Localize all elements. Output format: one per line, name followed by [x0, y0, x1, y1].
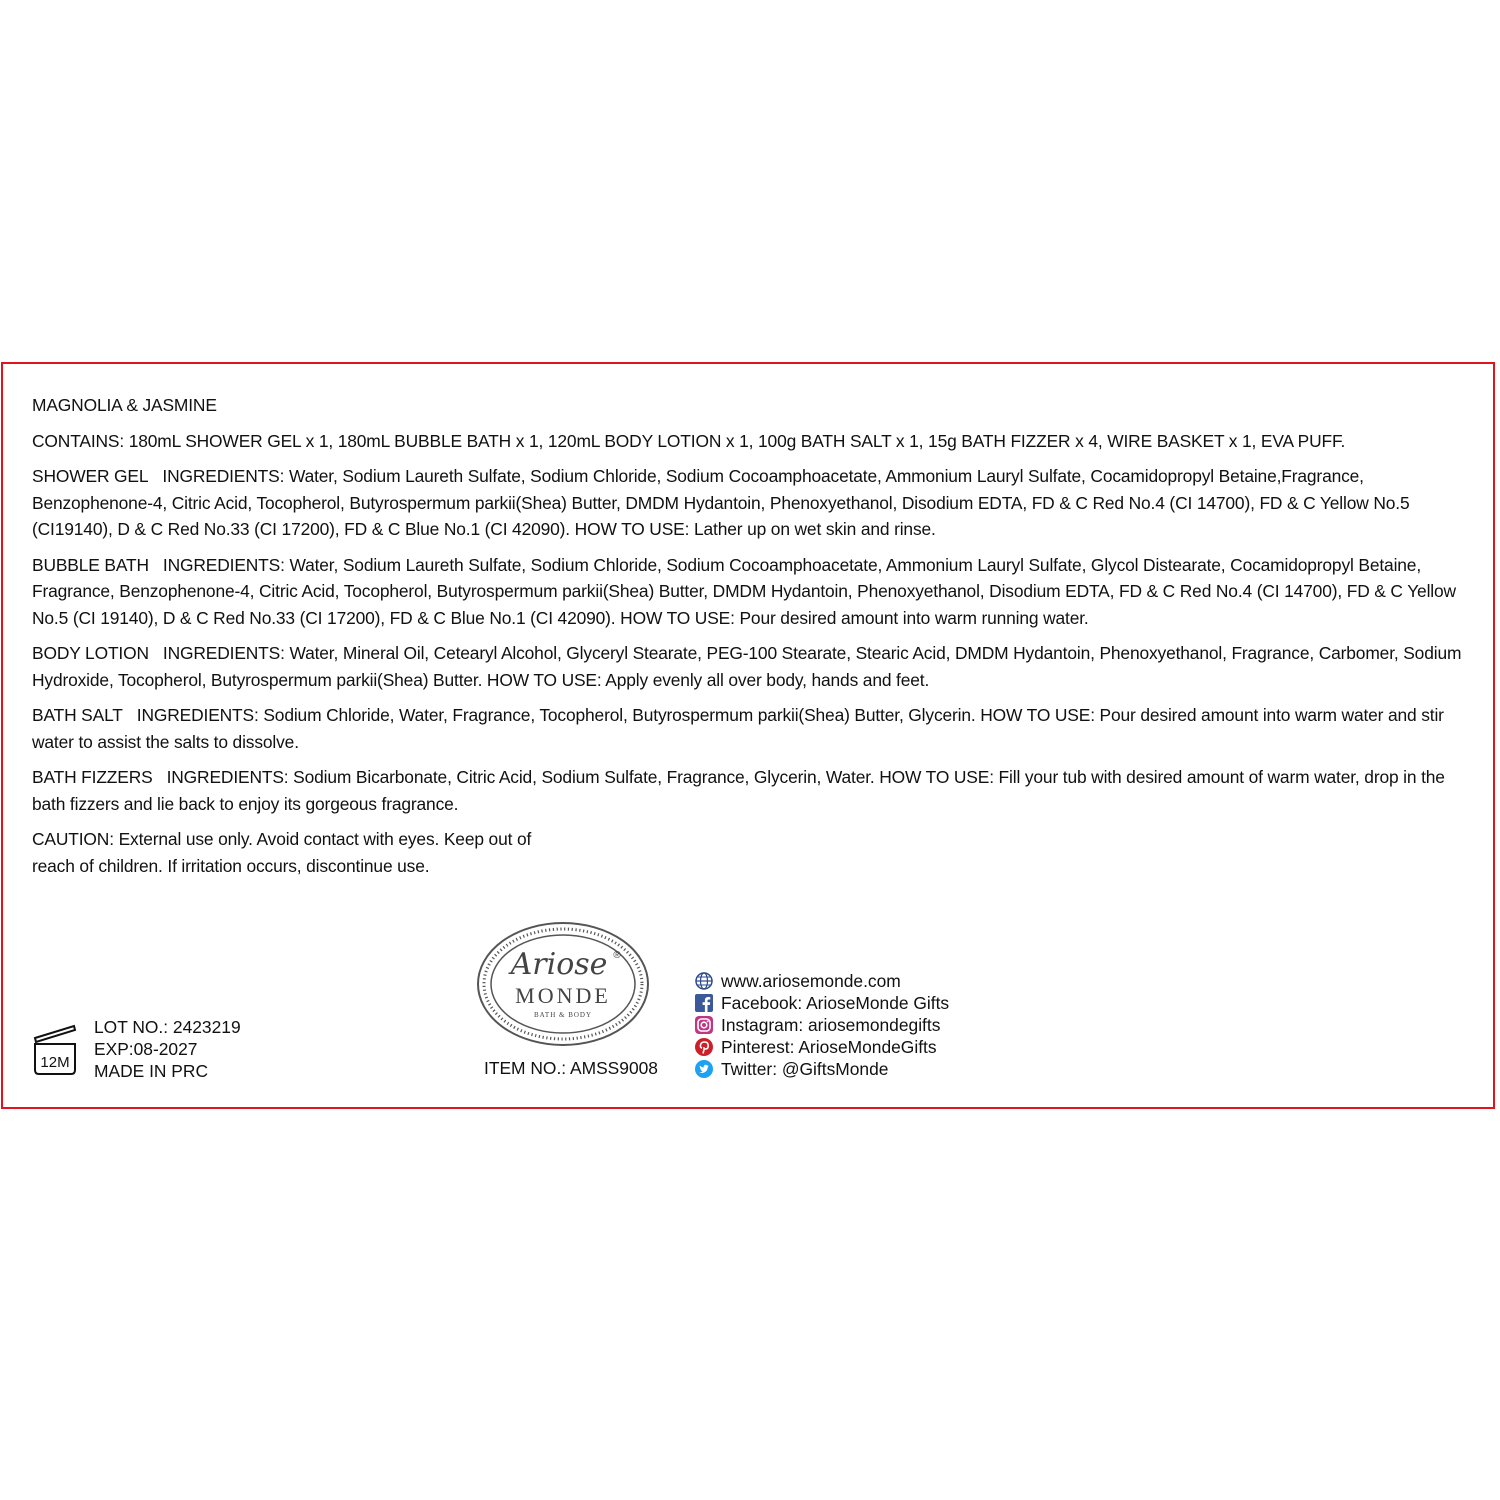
- section-text: INGREDIENTS: Sodium Bicarbonate, Citric Acid, Sodium Sulfate, Fragrance, Glycerin, Water. HOW TO USE: Fill your tub with desired amount of warm water, drop in the bath fizzers and lie back to enjoy its gorgeous fragrance.: [32, 767, 1445, 814]
- twitter-row[interactable]: [695, 1058, 949, 1080]
- brand-logo: [475, 920, 651, 1048]
- item-number: ITEM NO.: AMSS9008: [484, 1058, 658, 1078]
- section-bath-fizzers: [32, 764, 1464, 817]
- section-body-lotion: [32, 640, 1464, 693]
- registered-mark: ®: [613, 950, 621, 961]
- facebook-row[interactable]: [695, 992, 949, 1014]
- pinterest-icon: [695, 1038, 713, 1056]
- twitter-link[interactable]: Twitter: @GiftsMonde: [721, 1059, 889, 1079]
- facebook-icon: [695, 994, 713, 1012]
- section-text: INGREDIENTS: Water, Sodium Laureth Sulfate, Sodium Chloride, Sodium Cocoamphoacetate, Ammonium Lauryl Sulfate, Cocamidopropyl Betaine,Fragrance, Benzophenone-4, Citric Acid, Tocopherol, Butyrospermum parkii(Shea) Butter, DMDM Hydantoin, Phenoxyethanol, Disodium EDTA, FD & C Red No.4 (CI 14700), FD & C Yellow No.5 (CI19140), D & C Red No.33 (CI 17200), FD & C Blue No.1 (CI 42090). HOW TO USE: Lather up on wet skin and rinse.: [32, 466, 1410, 539]
- section-shower-gel: [32, 463, 1464, 543]
- pao-label: 12M: [40, 1054, 70, 1071]
- pinterest-row[interactable]: [695, 1036, 949, 1058]
- section-name: BUBBLE BATH: [32, 554, 149, 575]
- origin: MADE IN PRC: [94, 1061, 209, 1081]
- pinterest-link[interactable]: Pinterest: ArioseMondeGifts: [721, 1037, 937, 1057]
- section-bubble-bath: [32, 552, 1464, 632]
- expiry-date: EXP:08-2027: [94, 1039, 198, 1059]
- section-name: BATH FIZZERS: [32, 767, 153, 787]
- product-title: MAGNOLIA & JASMINE: [32, 395, 217, 415]
- section-name: BATH SALT: [32, 705, 123, 725]
- globe-icon: [695, 972, 713, 990]
- instagram-icon: [695, 1016, 713, 1034]
- instagram-row[interactable]: [695, 1014, 949, 1036]
- section-text: INGREDIENTS: Water, Mineral Oil, Cetearyl Alcohol, Glyceryl Stearate, PEG-100 Stearate, Stearic Acid, DMDM Hydantoin, Phenoxyethanol, Fragrance, Carbomer, Sodium Hydroxide, Tocopherol, Butyrospermum parkii(Shea) Butter. HOW TO USE: Apply evenly all over body, hands and feet.: [32, 643, 1462, 690]
- lot-number: LOT NO.: 2423219: [94, 1017, 241, 1037]
- contents-line: CONTAINS: 180mL SHOWER GEL x 1, 180mL BUBBLE BATH x 1, 120mL BODY LOTION x 1, 100g BATH SALT x 1, 15g BATH FIZZER x 4, WIRE BASKET x 1, EVA PUFF.: [32, 430, 1346, 451]
- section-bath-salt: [32, 702, 1464, 755]
- website-row[interactable]: [695, 970, 949, 992]
- facebook-link[interactable]: Facebook: ArioseMonde Gifts: [721, 993, 950, 1013]
- section-name: BODY LOTION: [32, 643, 149, 663]
- section-text: INGREDIENTS: Sodium Chloride, Water, Fragrance, Tocopherol, Butyrospermum parkii(Shea) Butter, Glycerin. HOW TO USE: Pour desired amount into warm water and stir water to assist the salts to dissolve.: [32, 705, 1444, 752]
- lot-lines: [94, 1016, 241, 1082]
- logo-tagline: BATH & BODY: [533, 1011, 593, 1019]
- logo-script: Ariose: [510, 947, 608, 982]
- logo-name: MONDE: [515, 983, 611, 1008]
- section-name: SHOWER GEL: [32, 466, 149, 486]
- label-text: [32, 392, 1464, 888]
- twitter-icon: [695, 1060, 713, 1078]
- social-links: [695, 970, 949, 1080]
- instagram-link[interactable]: Instagram: ariosemondegifts: [721, 1015, 941, 1035]
- jar-open-icon: [32, 1020, 78, 1076]
- section-text: INGREDIENTS: Water, Sodium Laureth Sulfate, Sodium Chloride, Sodium Cocoamphoacetate, Ammonium Lauryl Sulfate, Glycol Distearate, Cocamidopropyl Betaine, Fragrance, Benzophenone-4, Citric Acid, Tocopherol, Butyrospermum parkii(Shea) Butter, DMDM Hydantoin, Phenoxyethanol, Disodium EDTA, FD & C Red No.4 (CI 14700), FD & C Yellow No.5 (CI 19140), D & C Red No.33 (CI 17200), FD & C Blue No.1 (CI 42090). HOW TO USE: Pour desired amount into warm running water.: [32, 554, 1456, 628]
- caution-text: CAUTION: External use only. Avoid contact with eyes. Keep out of reach of children. If irritation occurs, discontinue use.: [32, 829, 532, 876]
- website-link[interactable]: www.ariosemonde.com: [721, 971, 901, 991]
